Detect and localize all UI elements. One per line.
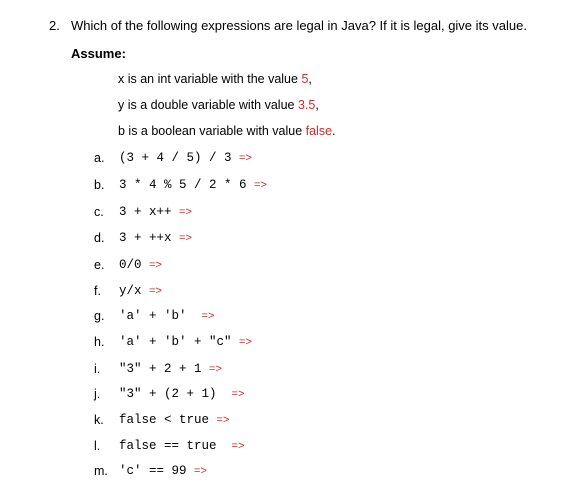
- question-number: 2.: [49, 18, 60, 33]
- item-letter: c.: [94, 205, 104, 219]
- item-letter: b.: [94, 178, 105, 192]
- item-expression: 'a' + 'b' + "c" =>: [119, 335, 252, 349]
- assumption-b: [118, 124, 336, 138]
- answer-arrow: =>: [179, 232, 192, 244]
- answer-arrow: =>: [231, 388, 245, 400]
- assume-label: Assume:: [71, 46, 126, 61]
- answer-arrow: =>: [239, 152, 252, 164]
- item-expression: 'c' == 99 =>: [119, 464, 207, 478]
- assumption-punct: ,: [308, 72, 312, 86]
- item-expression: false < true =>: [119, 413, 230, 427]
- item-letter: j.: [94, 387, 101, 401]
- answer-arrow: =>: [149, 285, 162, 297]
- item-expression: false == true =>: [119, 439, 245, 453]
- item-letter: d.: [94, 231, 105, 245]
- item-expression: 3 + ++x =>: [119, 231, 192, 245]
- answer-arrow: =>: [201, 310, 215, 322]
- answer-arrow: =>: [194, 465, 207, 477]
- question-heading: [49, 18, 527, 33]
- item-letter: a.: [94, 151, 105, 165]
- assumption-x: [118, 72, 312, 86]
- item-letter: f.: [94, 284, 101, 298]
- item-letter: g.: [94, 309, 105, 323]
- item-letter: l.: [94, 439, 101, 453]
- item-expression: 'a' + 'b' =>: [119, 309, 215, 323]
- assumption-value: false: [305, 124, 333, 138]
- item-letter: e.: [94, 258, 105, 272]
- item-expression: y/x =>: [119, 284, 162, 298]
- item-expression: (3 + 4 / 5) / 3 =>: [119, 151, 252, 165]
- assumption-value: 5: [301, 72, 309, 86]
- item-letter: k.: [94, 413, 104, 427]
- assumption-y: [118, 98, 319, 112]
- question-text: Which of the following expressions are legal in Java? If it is legal, give its value.: [71, 18, 527, 33]
- assumption-text: y is a double variable with value: [118, 98, 298, 112]
- assumption-text: b is a boolean variable with value: [118, 124, 306, 138]
- answer-arrow: =>: [254, 179, 267, 191]
- assumption-text: x is an int variable with the value: [118, 72, 302, 86]
- item-letter: h.: [94, 335, 105, 349]
- item-letter: m.: [94, 464, 108, 478]
- item-expression: "3" + (2 + 1) =>: [119, 387, 245, 401]
- item-expression: 3 + x++ =>: [119, 205, 192, 219]
- assumption-punct: ,: [315, 98, 319, 112]
- answer-arrow: =>: [209, 363, 222, 375]
- answer-arrow: =>: [149, 259, 162, 271]
- item-expression: 0/0 =>: [119, 258, 162, 272]
- answer-arrow: =>: [231, 440, 245, 452]
- item-expression: "3" + 2 + 1 =>: [119, 362, 222, 376]
- answer-arrow: =>: [216, 414, 230, 426]
- item-expression: 3 * 4 % 5 / 2 * 6 =>: [119, 178, 267, 192]
- answer-arrow: =>: [239, 336, 252, 348]
- item-letter: i.: [94, 362, 101, 376]
- assumption-value: 3.5: [297, 98, 316, 112]
- assumption-punct: .: [332, 124, 336, 138]
- answer-arrow: =>: [179, 206, 192, 218]
